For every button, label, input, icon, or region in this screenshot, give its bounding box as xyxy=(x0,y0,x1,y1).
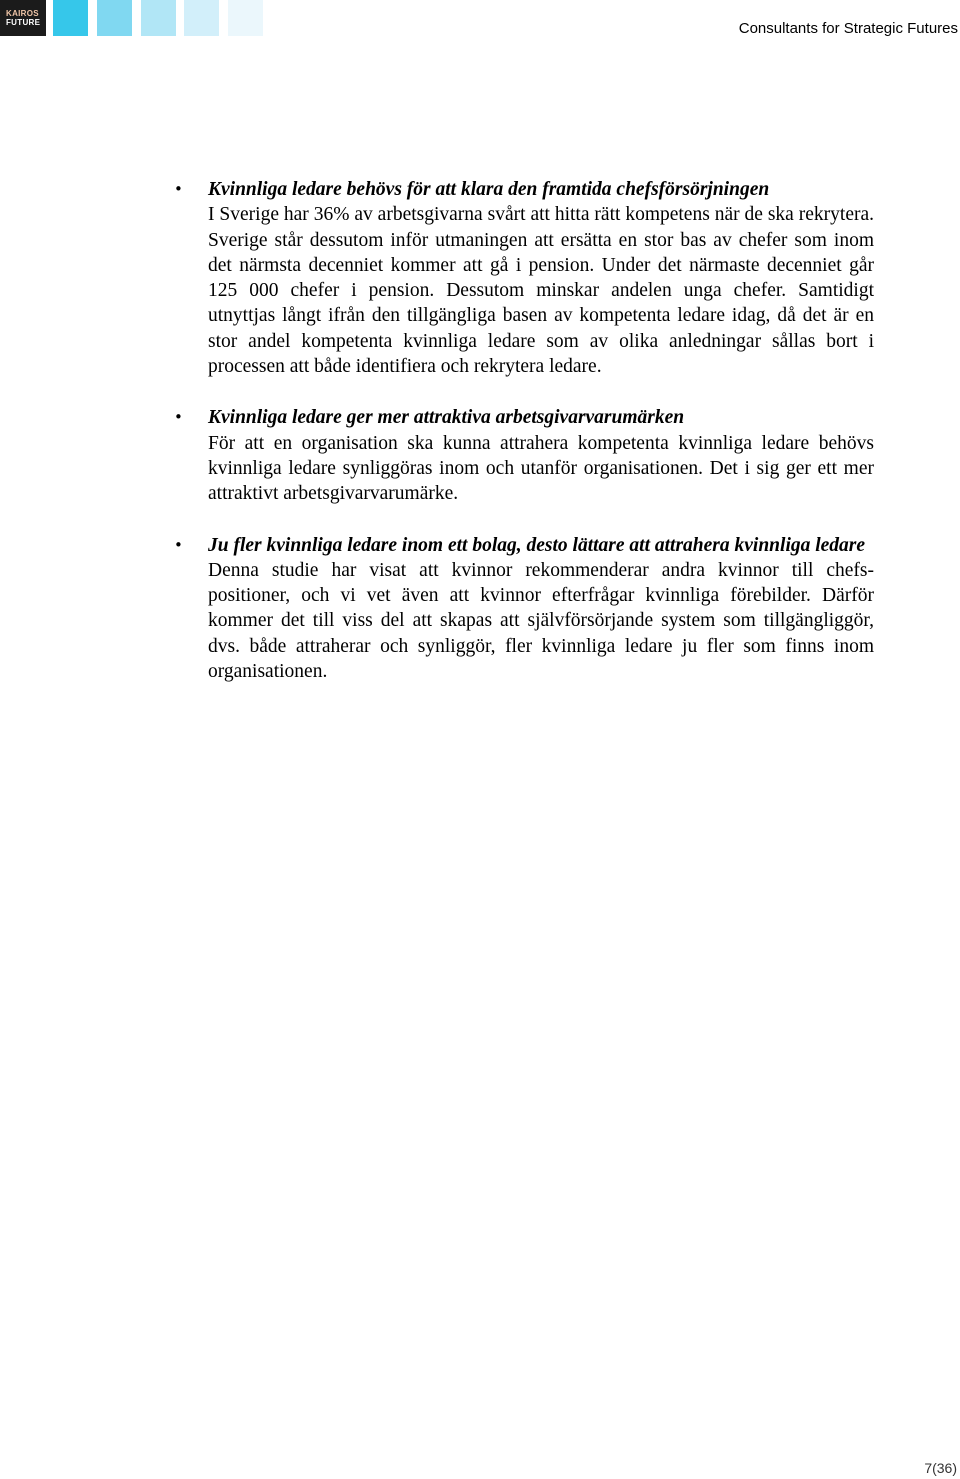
header-color-swatch xyxy=(184,0,219,36)
header-color-swatch xyxy=(228,0,263,36)
list-item xyxy=(174,533,874,685)
item-heading: Kvinnliga ledare ger mer attraktiva arbetsgivarvarumärken xyxy=(208,407,685,429)
item-body: För att en organisation ska kunna attrahera kompetenta kvinnliga ledare behövs kvinnliga ledare synliggöras inom och utanför organisationen. Det i sig ger ett mer attraktivt arbetsgivarvarumärke. xyxy=(208,432,874,505)
header-color-swatch xyxy=(141,0,176,36)
logo-text-line2: FUTURE xyxy=(6,18,41,27)
header-color-swatch xyxy=(97,0,132,36)
item-body: Denna studie har visat att kvinnor rekommenderar andra kvinnor till chefs-positioner, och vi vet även att kvinnor efterfrågar kvinnliga förebilder. Därför kommer det till viss del att skapas att självförsörjande system som tillgängliggör, dvs. både attraherar och synliggör, fler kvinnliga ledare ju fler som finns inom organisationen. xyxy=(208,559,874,683)
kairos-future-logo xyxy=(0,0,46,36)
bullet-icon: • xyxy=(174,535,183,554)
bullet-icon: • xyxy=(174,408,183,427)
bullet-list xyxy=(174,177,874,684)
page-number: 7(36) xyxy=(924,1460,957,1476)
bullet-icon: • xyxy=(174,180,183,198)
item-body: I Sverige har 36% av arbetsgivarna svårt att hitta rätt kompetens när de ska rekrytera. Sverige står dessutom inför utmaningen att ersätta en stor bas av chefer som inom det närmsta decenniet kommer att gå i pension. Under det närmaste decenniet går 125 000 chefer i pension. Dessutom minskar andelen unga chefer. Samtidigt utnyttjas långt ifrån den tillgängliga basen av kompetenta ledare idag, då det är en stor andel kompetenta kvinnliga ledare som av olika anledningar sållas bort i processen att både identifiera och rekrytera ledare. xyxy=(208,204,874,378)
header-color-swatch xyxy=(53,0,88,36)
item-heading: Kvinnliga ledare behövs för att klara den framtida chefsförsörjningen xyxy=(208,179,770,200)
item-heading: Ju fler kvinnliga ledare inom ett bolag, desto lättare att attrahera kvinnliga ledare xyxy=(208,534,866,556)
list-item xyxy=(174,177,874,379)
logo-text-line1: KAIROS xyxy=(6,9,39,18)
header-title: Consultants for Strategic Futures xyxy=(738,20,958,37)
list-item xyxy=(174,405,874,506)
